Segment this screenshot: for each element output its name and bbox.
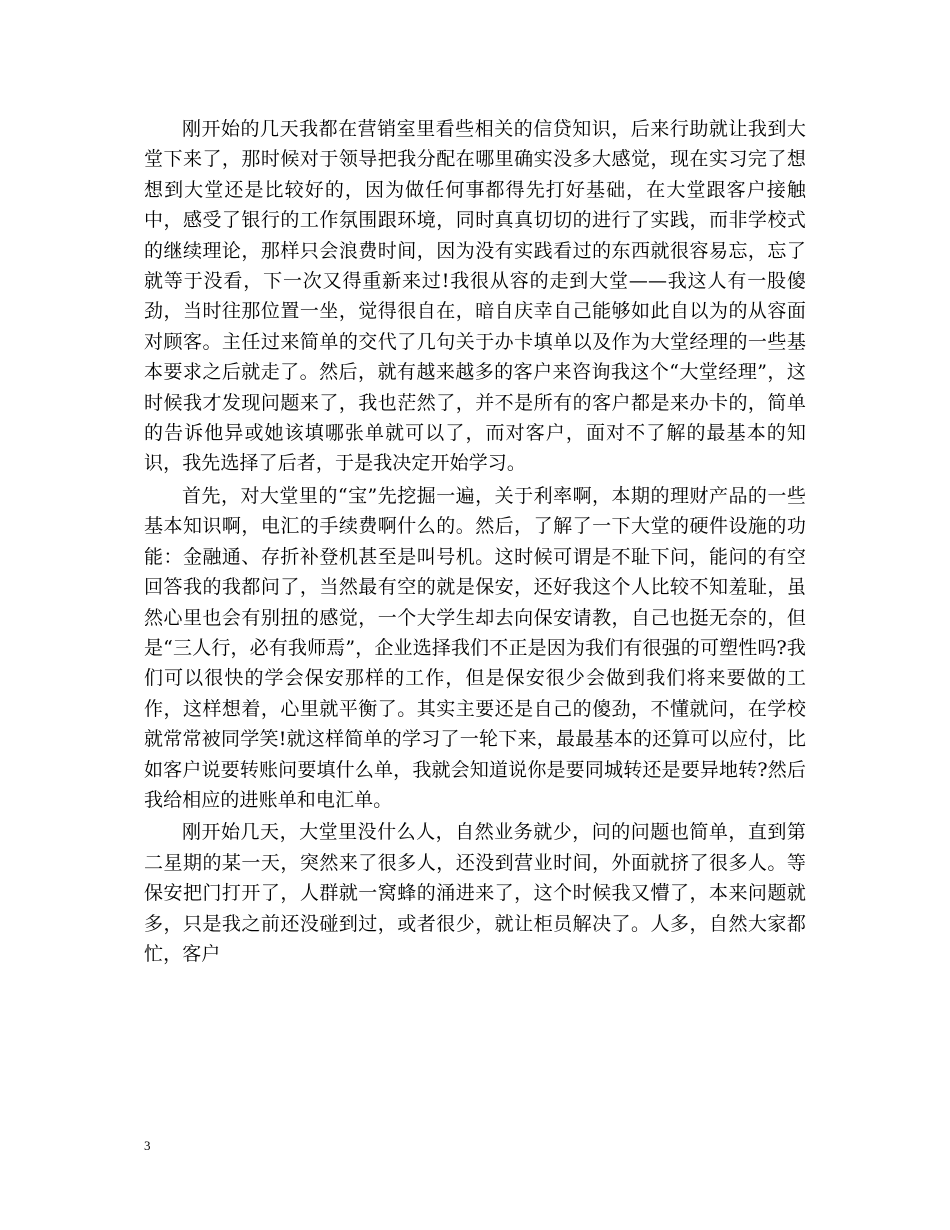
page-number: 3 [144, 1138, 151, 1153]
paragraph-3: 刚开始几天，大堂里没什么人，自然业务就少，问的问题也简单，直到第二星期的某一天，突然来了很多人，还没到营业时间，外面就挤了很多人。等保安把门打开了，人群就一窝蜂的涌进来了，这个时候我又懵了，本来问题就多，只是我之前还没碰到过，或者很少，就让柜员解决了。人多，自然大家都忙，客户 [144, 821, 806, 965]
document-body [144, 114, 806, 969]
paragraph-2: 首先，对大堂里的“宝”先挖掘一遍，关于利率啊，本期的理财产品的一些基本知识啊，电汇的手续费啊什么的。然后，了解了一下大堂的硬件设施的功能：金融通、存折补登机甚至是叫号机。这时候可谓是不耻下问，能问的有空回答我的我都问了，当然最有空的就是保安，还好我这个人比较不知羞耻，虽然心里也会有别扭的感觉，一个大学生却去向保安请教，自己也挺无奈的，但是“三人行，必有我师焉”，企业选择我们不正是因为我们有很强的可塑性吗?我们可以很快的学会保安那样的工作，但是保安很少会做到我们将来要做的工作，这样想着，心里就平衡了。其实主要还是自己的傻劲，不懂就问，在学校就常常被同学笑!就这样简单的学习了一轮下来，最最基本的还算可以应付，比如客户说要转账问要填什么单，我就会知道说你是要同城转还是要异地转?然后我给相应的进账单和电汇单。 [144, 484, 806, 811]
paragraph-1: 刚开始的几天我都在营销室里看些相关的信贷知识，后来行助就让我到大堂下来了，那时候对于领导把我分配在哪里确实没多大感觉，现在实习完了想想到大堂还是比较好的，因为做任何事都得先打好基础，在大堂跟客户接触中，感受了银行的工作氛围跟环境，同时真真切切的进行了实践，而非学校式的继续理论，那样只会浪费时间，因为没有实践看过的东西就很容易忘，忘了就等于没看，下一次又得重新来过!我很从容的走到大堂——我这人有一股傻劲，当时往那位置一坐，觉得很自在，暗自庆幸自己能够如此自以为的从容面对顾客。主任过来简单的交代了几句关于办卡填单以及作为大堂经理的一些基本要求之后就走了。然后，就有越来越多的客户来咨询我这个“大堂经理”，这时候我才发现问题来了，我也茫然了，并不是所有的客户都是来办卡的，简单的告诉他异或她该填哪张单就可以了，而对客户，面对不了解的最基本的知识，我先选择了后者，于是我决定开始学习。 [144, 118, 806, 475]
